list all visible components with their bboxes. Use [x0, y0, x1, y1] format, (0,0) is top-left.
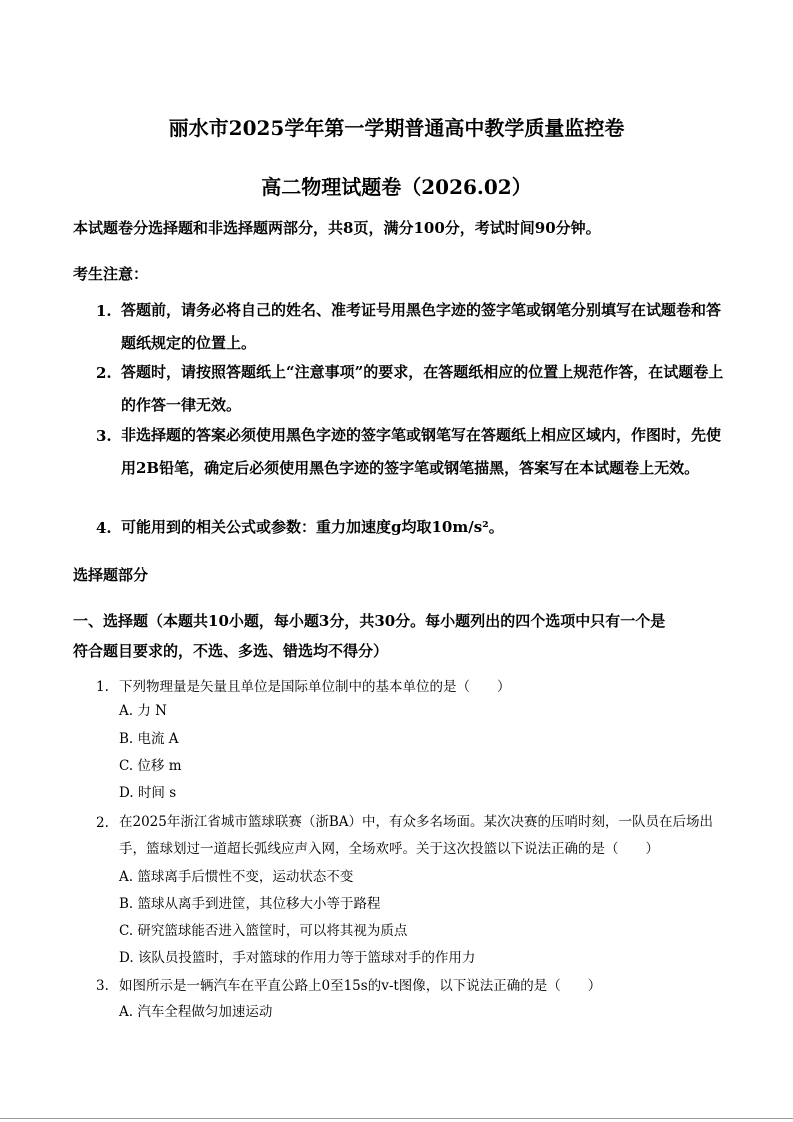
option-b: B. 篮球从离手到进筐，其位移大小等于路程 — [119, 896, 381, 912]
section-heading-line1: 一、选择题（本题共10小题，每小题3分，共30分。每小题列出的四个选项中只有一个是 — [73, 612, 666, 630]
question-number: 3. — [96, 978, 109, 994]
notice-text: 答题前，请务必将自己的姓名、准考证号用黑色字迹的签字笔或钢笔分别填写在试题卷和答题纸规定的位置上。 — [121, 301, 722, 352]
option-c: C. 研究篮球能否进入篮筐时，可以将其视为质点 — [119, 923, 408, 939]
option-c: C. 位移 m — [119, 758, 182, 774]
option-d: D. 时间 s — [119, 785, 177, 801]
option-a: A. 力 N — [119, 703, 167, 719]
option-b: B. 电流 A — [119, 731, 179, 747]
option-a: A. 汽车全程做匀加速运动 — [119, 1004, 273, 1020]
exam-intro: 本试题卷分选择题和非选择题两部分，共8页，满分100分，考试时间90分钟。 — [73, 219, 601, 237]
notice-number: 4. — [96, 519, 112, 537]
notice-text: 非选择题的答案必须使用黑色字迹的签字笔或钢笔写在答题纸上相应区域内，作图时，先使用2B铅笔，确定后必须使用黑色字迹的签字笔或钢笔描黑，答案写在本试题卷上无效。 — [121, 426, 722, 477]
notice-number: 1. — [96, 302, 112, 320]
notice-number: 2. — [96, 364, 112, 382]
question-number: 2. — [96, 815, 109, 831]
question-text: 下列物理量是矢量且单位是国际单位制中的基本单位的是（ ） — [119, 679, 511, 695]
notice-heading: 考生注意： — [73, 265, 149, 283]
notice-number: 3. — [96, 427, 112, 445]
option-a: A. 篮球离手后惯性不变，运动状态不变 — [119, 869, 354, 885]
exam-title: 丽水市2025学年第一学期普通高中教学质量监控卷 — [168, 116, 625, 140]
part-title: 选择题部分 — [73, 566, 149, 584]
notice-text: 答题时，请按照答题纸上“注意事项”的要求，在答题纸相应的位置上规范作答，在试题卷上的作答一律无效。 — [121, 363, 724, 414]
question-number: 1. — [96, 679, 109, 695]
page-bottom-rule — [0, 1118, 793, 1119]
section-heading-line2: 符合题目要求的，不选、多选、错选均不得分） — [73, 642, 389, 660]
question-text: 在2025年浙江省城市篮球联赛（浙BA）中，有众多名场面。某次决赛的压哨时刻，一队员在后场出手，篮球划过一道超长弧线应声入网，全场欢呼。关于这次投篮以下说法正确的是（ ） — [119, 814, 714, 857]
exam-subtitle: 高二物理试题卷（2026.02） — [261, 175, 532, 199]
notice-text: 可能用到的相关公式或参数：重力加速度g均取10m/s²。 — [121, 518, 504, 536]
question-text: 如图所示是一辆汽车在平直公路上0至15s的v-t图像，以下说法正确的是（ ） — [119, 978, 602, 994]
option-d: D. 该队员投篮时，手对篮球的作用力等于篮球对手的作用力 — [119, 950, 476, 966]
